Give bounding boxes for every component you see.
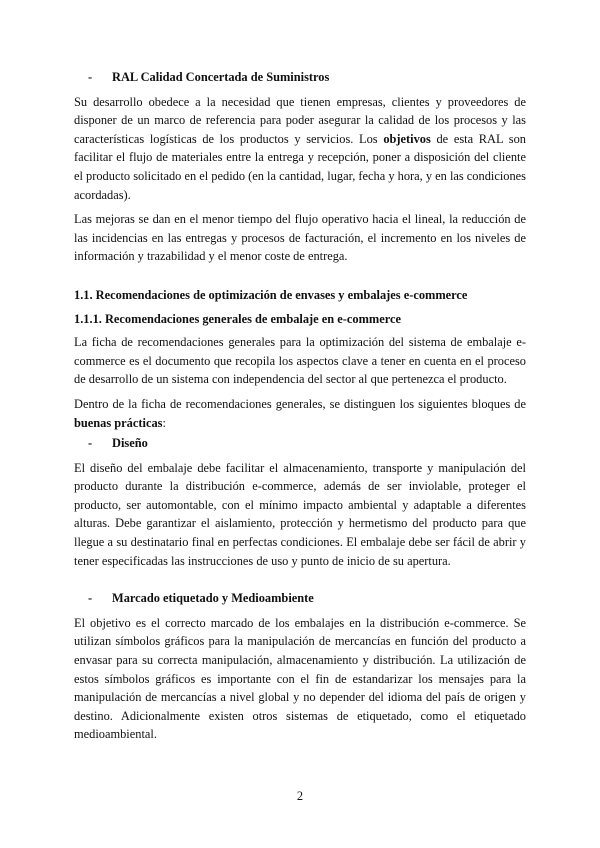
text-run: Dentro de la ficha de recomendaciones generales, se distinguen los siguientes bloques de [74, 396, 526, 411]
bullet-dash: - [88, 591, 93, 606]
paragraph-mejoras: Las mejoras se dan en el menor tiempo del flujo operativo hacia el lineal, la reducción de las incidencias en las entregas y procesos de facturación, el incremento en los niveles de información y trazabilidad y el menor coste de entrega. [74, 212, 526, 264]
section-heading-1-1-1: 1.1.1. Recomendaciones generales de embalaje en e-commerce [74, 311, 401, 326]
marcado-heading [74, 589, 526, 608]
marcado-heading-text: Marcado etiquetado y Medioambiente [112, 591, 314, 606]
diseno-heading-text: Diseño [112, 436, 148, 451]
paragraph-marcado: El objetivo es el correcto marcado de los embalajes en la distribución e-commerce. Se utilizan símbolos gráficos para la manipulación de mercancías en función del producto a envasar para su correcta manipulación, almacenamiento y distribución. La utilización de estos símbolos gráficos es importante con el fin de estandarizar los mensajes para la manipulación de mercancías a nivel global y no depender del idioma del país de origen y destino. Adicionalmente existen otros sistemas de etiquetado, como el etiquetado medioambiental. [74, 615, 526, 742]
section-heading-1-1: 1.1. Recomendaciones de optimización de envases y embalajes e-commerce [74, 287, 468, 302]
bullet-dash: - [88, 70, 93, 84]
ral-heading [74, 68, 526, 87]
paragraph-ral-description [74, 93, 526, 205]
ral-heading-text: RAL Calidad Concertada de Suministros [112, 70, 330, 84]
paragraph-bloques [74, 395, 526, 432]
text-run: : [162, 415, 166, 430]
text-run: Su desarrollo obedece a la necesidad que tienen empresas, clientes y proveedores de disponer de un marco de referencia para poder asegurar la calidad de los procesos y las características logísticas de los productos y servicios. Los [74, 94, 526, 146]
paragraph-ficha: La ficha de recomendaciones generales para la optimización del sistema de embalaje e-commerce es el documento que recopila los aspectos clave a tener en cuenta en el proceso de desarrollo de un sistema con independencia del sector al que pertenezca el producto. [74, 335, 526, 387]
text-run: de esta RAL son facilitar el flujo de materiales entre la entrega y recepción, poner a disposición del cliente el producto solicitado en el pedido (en la cantidad, lugar, fecha y hora, y en las condiciones acordadas). [74, 131, 526, 202]
page-number: 2 [296, 789, 304, 803]
document-page [74, 68, 526, 744]
diseno-heading [74, 434, 526, 453]
bold-run: buenas prácticas [74, 415, 163, 430]
paragraph-diseno: El diseño del embalaje debe facilitar el almacenamiento, transporte y manipulación del producto durante la distribución e-commerce, además de ser inviolable, proteger el producto, ser automontable, con el mínimo impacto ambiental y adaptable a diferentes alturas. Debe garantizar el aislamiento, protección y hermetismo del producto para que llegue a su destinatario final en perfectas condiciones. El embalaje debe ser fácil de abrir y tener especificadas las instrucciones de uso y punto de inicio de su apertura. [74, 460, 526, 568]
bold-run: objetivos [383, 131, 431, 146]
bullet-dash: - [88, 436, 93, 451]
